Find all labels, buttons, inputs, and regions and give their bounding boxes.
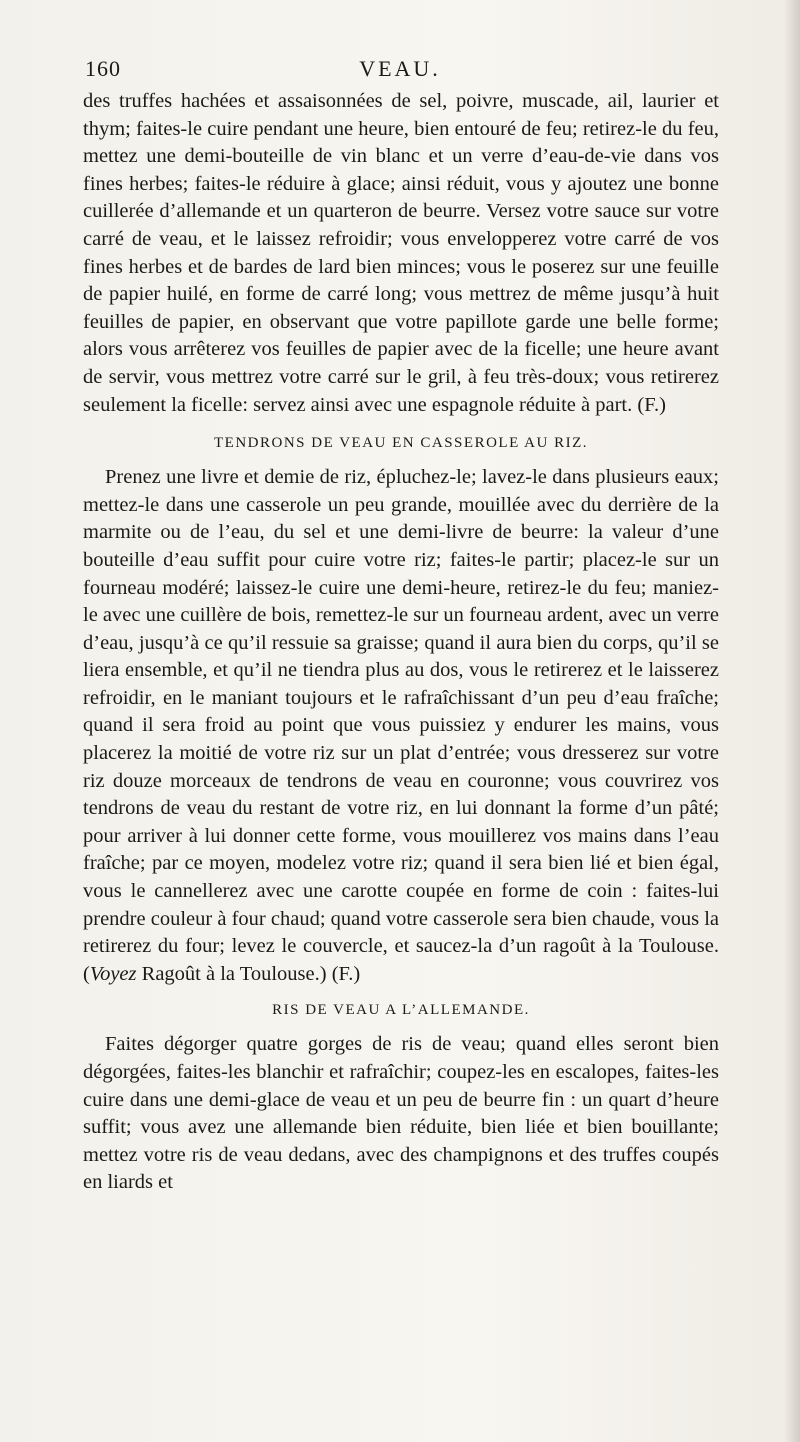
- cross-ref-open: (: [83, 962, 90, 985]
- cross-ref-voyez: Voyez: [89, 962, 137, 985]
- page-number: 160: [85, 56, 121, 81]
- section-heading-tendrons: TENDRONS DE VEAU EN CASSEROLE AU RIZ.: [214, 435, 588, 452]
- page-edge-shadow: [784, 0, 800, 1442]
- section-heading-ris-de-veau: RIS DE VEAU A L’ALLEMANDE.: [272, 1002, 530, 1019]
- paragraph-carre-de-veau-continued: des truffes hachées et assaisonnées de sel, poivre, muscade, ail, laurier et thym; faites-le cuire pendant une heure, bien entouré de feu; retirez-le du feu, mettez une demi-bouteille de vin blanc et un verre d’eau-de-vie dans vos fines herbes; faites-le réduire à glace; ainsi réduit, vous y ajoutez une bonne cuillerée d’allemande et un quarteron de beurre. Versez votre sauce sur votre carré de veau, et le laissez refroidir; vous envelopperez votre carré de vos fines herbes et de bardes de lard bien minces; vous le poserez sur une feuille de papier huilé, en forme de carré long; vous mettrez de même jusqu’à huit feuilles de papier, en observant que votre papillote garde une belle forme; alors vous arrêterez vos feuilles de papier avec de la ficelle; une heure avant de servir, vous mettrez votre carré sur le gril, à feu très-doux; vous retirerez seulement la ficelle: servez ainsi avec une espagnole réduite à part. (F.): [83, 90, 719, 416]
- paragraph-tendrons-text: Prenez une livre et demie de riz, épluchez-le; lavez-le dans plusieurs eaux; mettez-le dans une casserole un peu grande, mouillée avec du derrière de la marmite ou de l’eau, du sel et une demi-livre de beurre: la valeur d’une bouteille d’eau suffit pour cuire votre riz; faites-le partir; placez-le sur un fourneau modéré; laissez-le cuire une demi-heure, retirez-le du feu; maniez-le avec une cuillère de bois, remettez-le sur un fourneau ardent, avec un verre d’eau, jusqu’à ce qu’il ressuie sa graisse; quand il aura bien du corps, qu’il se liera ensemble, et qu’il ne tiendra plus au dos, vous le retirerez et le laisserez refroidir, en le maniant toujours et le rafraîchissant d’un peu d’eau fraîche; quand il sera froid au point que vous puissiez y endurer les mains, vous placerez la moitié de votre riz sur un plat d’entrée; vous dresserez sur votre riz douze morceaux de tendrons de veau en couronne; vous couvrirez vos tendrons de veau du restant de votre riz, en lui donnant la forme d’un pâté; pour arriver à lui donner cette forme, vous mouillerez vos mains dans l’eau fraîche; par ce moyen, modelez votre riz; quand il sera bien lié et bien égal, vous le cannellerez avec une carotte coupée en forme de coin : faites-lui prendre couleur à four chaud; quand votre casserole sera bien chaude, vous la retirerez du four; levez le couvercle, et saucez-la d’un ragoût à la Toulouse.: [83, 466, 719, 958]
- paragraph-ris-de-veau: Faites dégorger quatre gorges de ris de veau; quand elles seront bien dégorgées, faites-les blanchir et rafraîchir; coupez-les en escalopes, faites-les cuire dans une demi-glace de veau et un peu de beurre fin : un quart d’heure suffit; vous avez une allemande bien réduite, bien liée et bien bouillante; mettez votre ris de veau dedans, avec des champignons et des truffes coupés en liards et: [83, 1033, 719, 1194]
- paragraph-tendrons: [83, 464, 719, 988]
- cross-ref-target: Ragoût à la Toulouse.) (F.): [136, 962, 361, 985]
- page-header: [85, 56, 715, 86]
- page-body: [83, 88, 719, 1197]
- running-head: VEAU.: [359, 56, 441, 81]
